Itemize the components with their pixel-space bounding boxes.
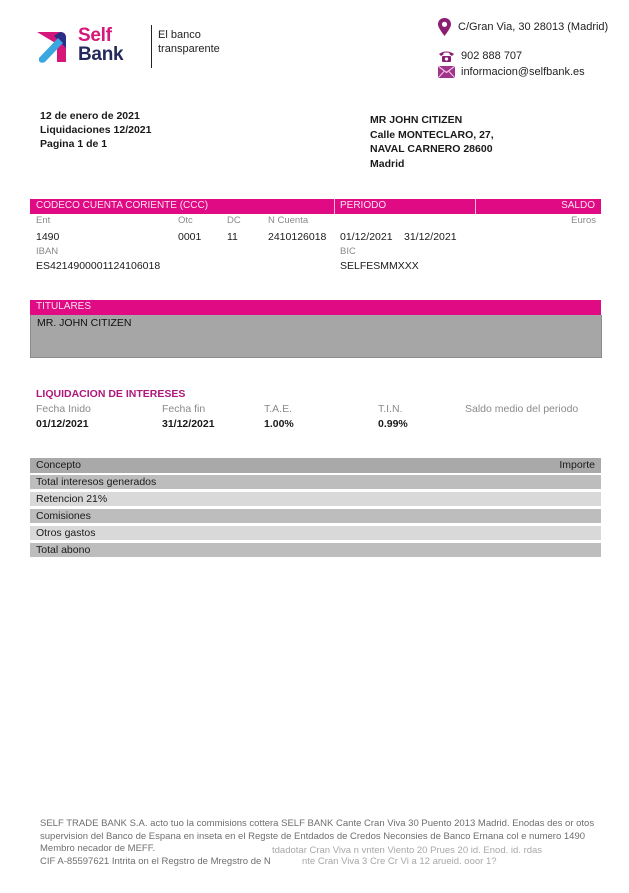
- n-cuenta-label: N Cuenta: [268, 215, 309, 226]
- table-row: [30, 475, 601, 492]
- importe-cell: [446, 526, 601, 540]
- tae-label: T.A.E.: [264, 403, 293, 415]
- footer-line: SELF TRADE BANK S.A. acto tuo la commisions cottera SELF BANK Cante Cran Viva 30 Puento 2013 Madrid. Enodas des or otos: [40, 818, 595, 829]
- dc-value: 11: [227, 231, 238, 243]
- document-meta: [40, 109, 151, 151]
- address-text: C/Gran Via, 30 28013 (Madrid): [458, 21, 609, 33]
- n-cuenta-value: 2410126018: [268, 231, 327, 243]
- footer-line-wrap: [40, 843, 600, 856]
- recipient-street: Calle MONTECLARO, 27,: [370, 128, 494, 141]
- self-bank-arrow-icon: [34, 28, 70, 64]
- importe-cell: [446, 509, 601, 523]
- otc-value: 0001: [178, 231, 202, 243]
- tae-value: 1.00%: [264, 418, 294, 430]
- concepto-cell: Comisiones: [30, 509, 448, 523]
- recipient-address: [370, 113, 494, 171]
- tin-value: 0.99%: [378, 418, 408, 430]
- liquidacion-title: LIQUIDACION DE INTERESES: [36, 388, 186, 400]
- footer-faded-line: nte Cran Viva 3 Cre Cr Vi a 12 arueid. ooor 1?: [302, 855, 497, 867]
- table-row: [30, 492, 601, 509]
- legal-footer: [40, 818, 600, 868]
- fecha-inicio-label: Fecha Inido: [36, 403, 91, 415]
- fecha-fin-value: 31/12/2021: [162, 418, 215, 430]
- contact-block: [438, 16, 608, 80]
- phone-text[interactable]: 902 888 707: [461, 50, 523, 62]
- otc-label: Otc: [178, 215, 193, 226]
- table-row: [30, 509, 601, 526]
- ent-value: 1490: [36, 231, 60, 243]
- ccc-header: CODECO CUENTA CORIENTE (CCC): [36, 200, 209, 211]
- table-header-row: [30, 458, 601, 475]
- periodo-header: PERIODO: [340, 200, 387, 211]
- bic-label: BIC: [340, 246, 356, 257]
- concepto-cell: Retencion 21%: [30, 492, 448, 506]
- holder-name: MR. JOHN CITIZEN: [37, 317, 132, 329]
- self-bank-logo: [34, 26, 134, 70]
- tin-label: T.I.N.: [378, 403, 403, 415]
- ent-label: Ent: [36, 215, 51, 226]
- tagline: El banco transparente: [158, 29, 220, 55]
- phone-row: [438, 48, 608, 64]
- recipient-name: MR JOHN CITIZEN: [370, 114, 463, 126]
- importe-cell: [446, 475, 601, 489]
- concepto-cell: Total abono: [30, 543, 448, 557]
- iban-value: ES4214900001124106018: [36, 260, 161, 272]
- email-link[interactable]: informacion@selfbank.es: [461, 66, 585, 78]
- recipient-region: Madrid: [370, 157, 405, 170]
- footer-line: Membro necador de MEFF.: [40, 843, 156, 854]
- header-separator: [334, 199, 335, 214]
- table-row: [30, 526, 601, 543]
- account-header-bar: [30, 199, 601, 214]
- saldo-header: SALDO: [561, 200, 595, 211]
- concepto-cell: Otros gastos: [30, 526, 448, 540]
- address-row: [438, 16, 608, 38]
- importe-header: Importe: [446, 458, 601, 473]
- titulares-header-bar: [30, 300, 601, 315]
- document-date: 12 de enero de 2021: [40, 110, 140, 122]
- bic-value: SELFESMMXXX: [340, 260, 419, 272]
- envelope-icon: [438, 66, 455, 78]
- periodo-start-value: 01/12/2021: [340, 231, 393, 243]
- header-divider: [151, 25, 152, 68]
- footer-line: CIF A-85597621 Intrita on el Regstro de Mregstro de N: [40, 855, 271, 867]
- fecha-fin-label: Fecha fin: [162, 403, 206, 415]
- table-row: [30, 543, 601, 560]
- dc-label: DC: [227, 215, 241, 226]
- importe-cell: [446, 543, 601, 557]
- footer-line: supervision del Banco de Espana en inseta en el Regste de Entdados de Credos Neconsies de Banco Ernana col e numero 1490: [40, 830, 586, 842]
- recipient-city: NAVAL CARNERO 28600: [370, 143, 493, 155]
- concepto-header: Concepto: [30, 458, 448, 473]
- fecha-inicio-value: 01/12/2021: [36, 418, 89, 430]
- iban-label: IBAN: [36, 246, 59, 257]
- concepto-cell: Total interesos generados: [30, 475, 448, 489]
- brand-wordmark: Self Bank: [78, 25, 124, 65]
- periodo-end-value: 31/12/2021: [404, 231, 457, 243]
- map-pin-icon: [438, 18, 451, 36]
- page-indicator: Pagina 1 de 1: [40, 138, 108, 150]
- importe-cell: [446, 492, 601, 506]
- footer-faded-line: tdadotar Cran Viva n vnten Viento 20 Prues 20 id. Enod. id. rdas: [272, 845, 543, 856]
- document-reference: Liquidaciones 12/2021: [40, 124, 152, 136]
- concept-table: [30, 458, 601, 560]
- titulares-header: TITULARES: [36, 301, 92, 312]
- titulares-box: [30, 315, 602, 358]
- currency-label: Euros: [571, 215, 596, 226]
- telephone-icon: [438, 50, 455, 62]
- email-row: [438, 64, 608, 80]
- saldo-medio-label: Saldo medio del periodo: [465, 403, 579, 415]
- header-separator: [475, 199, 476, 214]
- footer-line-wrap: [40, 856, 600, 869]
